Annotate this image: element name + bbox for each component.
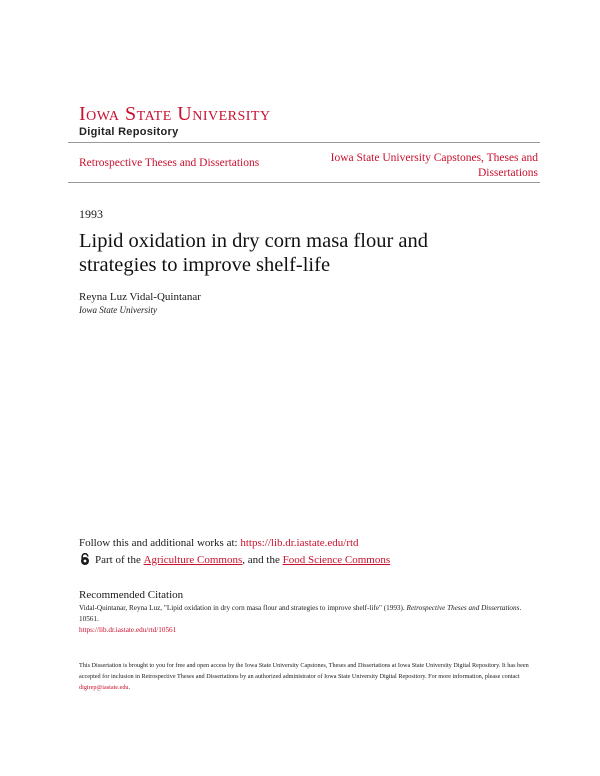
author-name: Reyna Luz Vidal-Quintanar [79,291,201,303]
citation-series: Retrospective Theses and Dissertations [406,604,520,612]
notice-text: This Dissertation is brought to you for free and open access by the Iowa State University Capstones, Theses and Dissertations at Iowa State University Digital Repository. It has been accepted for inclusion in Retrospective Theses and Dissertations by an authorized administrator of Iowa State University Digital Repository. For more information, please contact [79,662,529,680]
bottom-divider [68,182,540,183]
partof-middle: , and the [242,553,280,566]
university-name: Iowa State University [79,103,271,125]
partof-prefix: Part of the [95,553,141,566]
follow-link[interactable]: https://lib.dr.iastate.edu/rtd [240,537,359,549]
series-link-retrospective[interactable]: Retrospective Theses and Dissertations [79,157,260,169]
open-access-icon [79,553,91,566]
follow-line [79,537,359,549]
citation-number: . 10561. [79,604,522,623]
access-notice [79,660,529,693]
part-of-line [79,553,390,566]
series-link-capstones[interactable]: Iowa State University Capstones, Theses and Dissertations [330,152,538,179]
contact-email-link[interactable]: digirep@iastate.edu [79,684,129,691]
document-title: Lipid oxidation in dry corn masa flour and strategies to improve shelf-life [79,230,428,276]
notice-end: . [128,684,131,691]
citation-body: Vidal-Quintanar, Reyna Luz, "Lipid oxidation in dry corn masa flour and strategies to improve shelf-life" (1993). [79,604,407,612]
agriculture-commons-link[interactable]: Agriculture Commons [143,553,243,566]
citation-text [79,603,529,636]
recommended-citation-heading: Recommended Citation [79,589,184,601]
follow-text: Follow this and additional works at: [79,537,241,549]
top-divider [68,142,540,143]
citation-link[interactable]: https://lib.dr.iastate.edu/rtd/10561 [79,626,177,634]
food-science-commons-link[interactable]: Food Science Commons [282,553,391,566]
publication-year: 1993 [79,207,103,221]
author-affiliation: Iowa State University [79,305,157,315]
university-logo [79,104,271,138]
repository-name: Digital Repository [79,126,179,138]
